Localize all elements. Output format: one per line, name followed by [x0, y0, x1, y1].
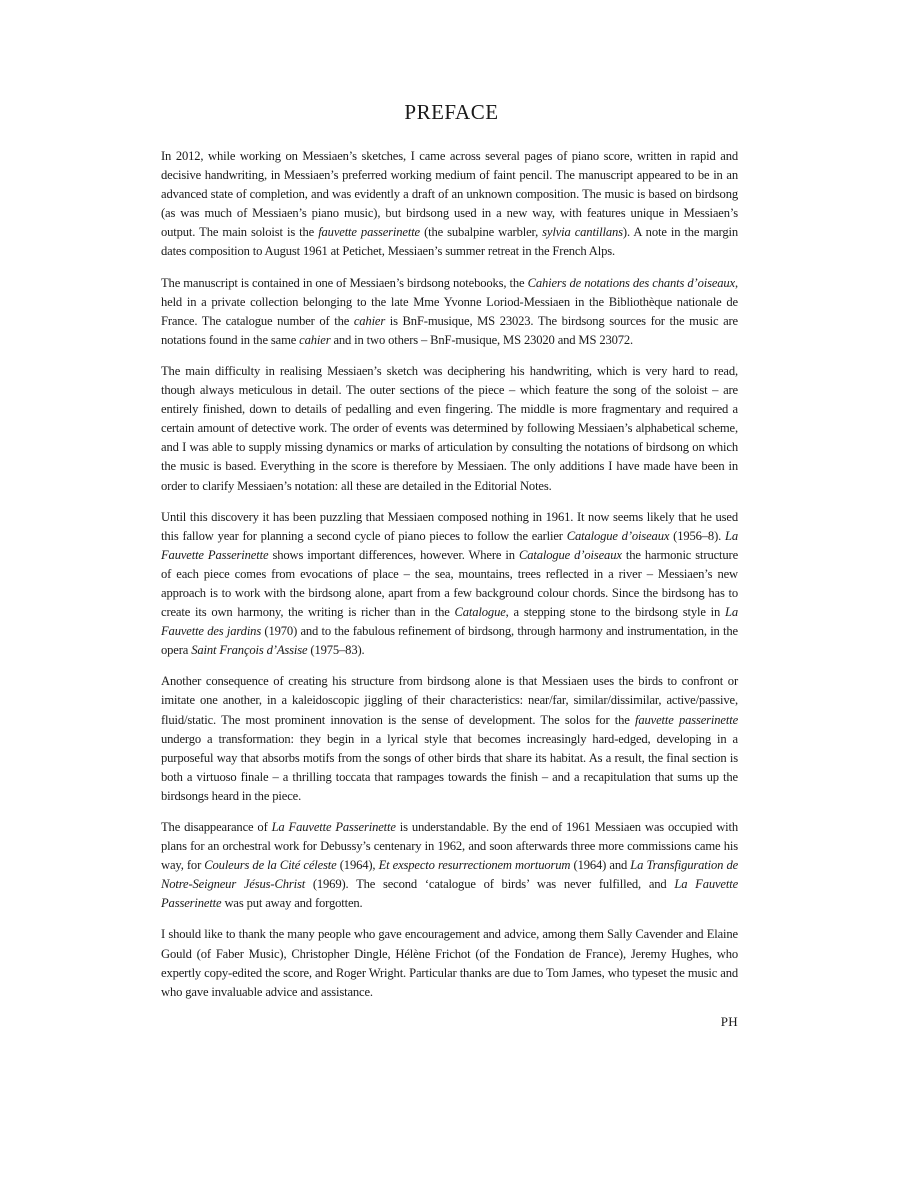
- paragraph-text: I should like to thank the many people who gave encouragement and advice, among them Sally Cavender and Elaine Gould (of Faber Music), Christopher Dingle, Hélène Frichot (of the Fondation de France), Jeremy Hughes, who expertly copy-edited the score, and Roger Wright. Particular thanks are due to Tom James, who typeset the music and who gave invaluable advice and assistance.: [161, 927, 738, 999]
- italic-title-text: sylvia cantillans: [542, 225, 623, 240]
- paragraph-text: (1975–83).: [307, 643, 365, 658]
- italic-title-text: Cahiers de notations des chants d’oiseaux: [527, 275, 735, 290]
- italic-title-text: La Fauvette Passerinette: [161, 877, 739, 911]
- paragraph-text: In 2012, while working on Messiaen’s sketches, I came across several pages of piano score, written in rapid and decisive handwriting, in Messiaen’s preferred working medium of faint pencil. The manuscript appeared to be in an advanced state of completion, and was evidently a draft of an unknown composition. The music is based on birdsong (as was much of Messiaen’s piano music), but birdsong used in a new way, with features unique in Messiaen’s output. The main soloist is the: [161, 149, 738, 240]
- italic-title-text: cahier: [353, 313, 386, 328]
- italic-title-text: Catalogue d’oiseaux: [518, 547, 622, 562]
- paragraph-text: Another consequence of creating his structure from birdsong alone is that Messiaen uses the birds to confront or imitate one another, in a kaleidoscopic jiggling of their characteristics: near/far, similar/dissimilar, active/passive, fluid/static. The most prominent innovation is the sense of development. The solos for the: [161, 674, 738, 727]
- paragraph-text: (1964) and: [570, 858, 631, 873]
- italic-title-text: La Transfiguration de Notre-Seigneur Jésus-Christ: [161, 858, 739, 892]
- paragraph-text: ). A note in the margin dates composition to August 1961 at Petichet, Messiaen’s summer retreat in the French Alps.: [161, 225, 739, 259]
- paragraph-text: , a stepping stone to the birdsong style in: [505, 605, 725, 620]
- preface-body: [161, 147, 738, 1002]
- paragraph-text: (1956–8).: [669, 528, 725, 543]
- paragraph-text: is understandable. By the end of 1961 Messiaen was occupied with plans for an orchestral work for Debussy’s centenary in 1962, and soon afterwards three more commissions came his way, for: [161, 820, 738, 873]
- italic-title-text: Et exspecto resurrectionem mortuorum: [378, 858, 571, 873]
- author-initials: PH: [720, 1013, 738, 1029]
- paragraph-text: is BnF-musique, MS 23023. The birdsong sources for the music are notations found in the same: [161, 313, 738, 347]
- paragraph-text: , held in a private collection belonging to the late Mme Yvonne Loriod-Messiaen in the Bibliothèque nationale de France. The catalogue number of the: [161, 275, 738, 328]
- paragraph-7: [161, 925, 738, 1001]
- paragraph-text: and in two others – BnF-musique, MS 23020 and MS 23072.: [330, 332, 634, 347]
- italic-title-text: Couleurs de la Cité céleste: [204, 858, 337, 873]
- italic-title-text: La Fauvette Passerinette: [271, 820, 396, 834]
- italic-title-text: La Fauvette des jardins: [161, 605, 738, 639]
- paragraph-text: (the subalpine warbler,: [420, 225, 543, 240]
- paragraph-text: the harmonic structure of each piece comes from evocations of place – the sea, mountains, trees reflected in a river – Messiaen’s new approach is to work with the birdsong alone, apart from a few background colour chords. Since the birdsong has to create its own harmony, the writing is richer than in the: [161, 547, 739, 620]
- italic-title-text: fauvette passerinette: [318, 225, 420, 240]
- paragraph-text: was put away and forgotten.: [221, 896, 363, 911]
- paragraph-text: (1964),: [336, 858, 379, 873]
- paragraph-1: [161, 147, 738, 262]
- paragraph-text: undergo a transformation: they begin in a lyrical style that becomes increasingly hard-edged, developing in a purposeful way that absorbs motifs from the songs of other birds that share its habitat. As a result, the final section is both a virtuoso finale – a thrilling toccata that rampages towards the finish – and a recapitulation that sums up the birdsongs heard in the piece.: [161, 731, 738, 803]
- page-title: PREFACE: [404, 100, 499, 124]
- document-page: [161, 100, 738, 1030]
- paragraph-text: The manuscript is contained in one of Messiaen’s birdsong notebooks, the: [161, 275, 528, 290]
- paragraph-5: [161, 672, 738, 806]
- italic-title-text: cahier: [299, 332, 331, 347]
- paragraph-text: Until this discovery it has been puzzling that Messiaen composed nothing in 1961. It now seems likely that he used this fallow year for planning a second cycle of piano pieces to follow the earlier: [161, 509, 738, 543]
- paragraph-text: shows important differences, however. Where in: [268, 547, 519, 562]
- paragraph-4: [161, 508, 738, 661]
- italic-title-text: Catalogue: [454, 605, 506, 620]
- paragraph-3: [161, 362, 738, 496]
- paragraph-2: [161, 274, 738, 350]
- italic-title-text: La Fauvette Passerinette: [161, 528, 738, 562]
- italic-title-text: fauvette passerinette: [635, 712, 739, 727]
- paragraph-text: The main difficulty in realising Messiaen’s sketch was deciphering his handwriting, which is very hard to read, though always meticulous in detail. The outer sections of the piece – which feature the song of the soloist – are entirely finished, down to details of pedalling and even fingering. The middle is more fragmentary and required a certain amount of detective work. The order of events was determined by following Messiaen’s alphabetical scheme, and I was able to supply missing dynamics or marks of articulation by consulting the notations of birdsong on which the music is based. Everything in the score is therefore by Messiaen. The only additions I have made have been in order to clarify Messiaen’s notation: all these are detailed in the Editorial Notes.: [161, 363, 738, 493]
- italic-title-text: Catalogue d’oiseaux: [566, 528, 670, 543]
- paragraph-text: (1969). The second ‘catalogue of birds’ was never fulfilled, and: [305, 877, 675, 892]
- paragraph-text: The disappearance of: [161, 820, 272, 834]
- paragraph-text: (1970) and to the fabulous refinement of birdsong, through harmony and instrumentation, in the opera: [161, 624, 738, 658]
- paragraph-6: [161, 818, 738, 913]
- italic-title-text: Saint François d’Assise: [191, 643, 308, 658]
